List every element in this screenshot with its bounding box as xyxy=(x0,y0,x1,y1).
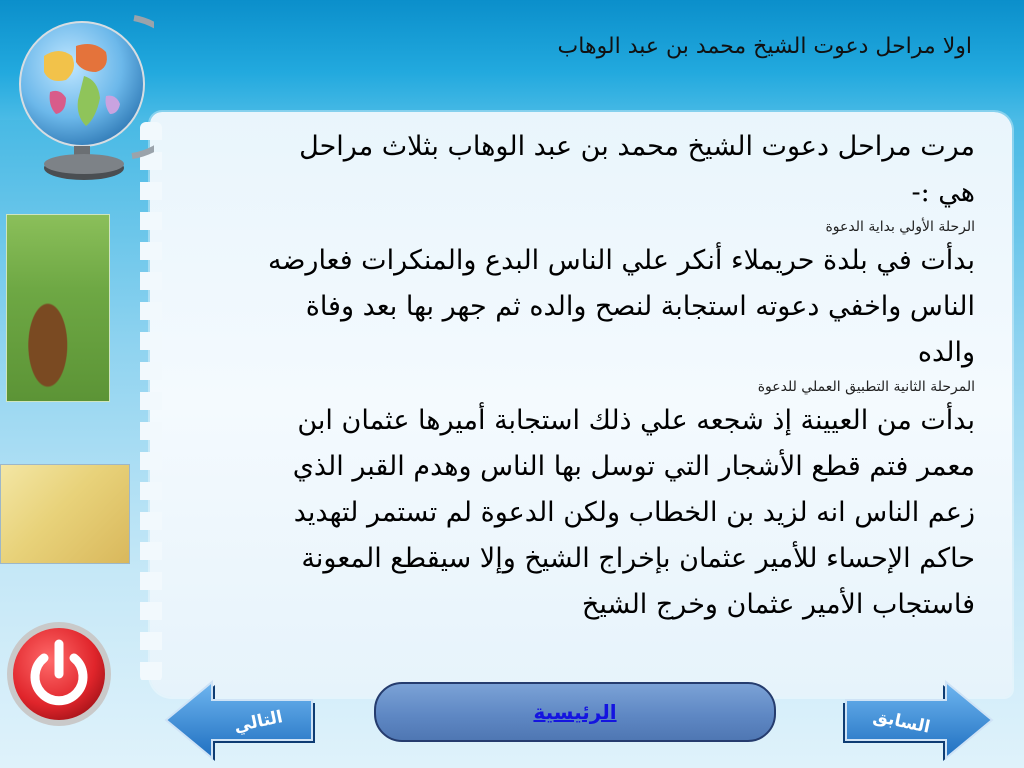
arrow-right-icon xyxy=(836,676,998,764)
hand-water-photo xyxy=(6,214,110,402)
previous-button[interactable] xyxy=(836,676,998,764)
stage2-line: زعم الناس انه لزيد بن الخطاب ولكن الدعوة لم تستمر لتهديد xyxy=(293,497,975,528)
previous-label: السابق xyxy=(871,706,932,738)
arabia-map-photo xyxy=(0,464,130,564)
arrow-left-icon xyxy=(162,676,322,764)
next-button[interactable] xyxy=(162,676,322,764)
intro-line: هي :- xyxy=(911,177,975,208)
slide-body xyxy=(160,124,975,628)
home-button[interactable] xyxy=(374,682,776,742)
stage1-heading: الرحلة الأولي بداية الدعوة xyxy=(825,219,975,235)
intro-line: مرت مراحل دعوت الشيخ محمد بن عبد الوهاب بثلاث مراحل xyxy=(299,131,975,162)
stage1-line: والده xyxy=(917,337,975,368)
stage2-line: معمر فتم قطع الأشجار التي توسل بها الناس وهدم القبر الذي xyxy=(292,451,975,482)
stage1-line: بدأت في بلدة حريملاء أنكر علي الناس البدع والمنكرات فعارضه xyxy=(268,245,975,276)
stage1-line: الناس واخفي دعوته استجابة لنصح والده ثم جهر بها بعد وفاة xyxy=(305,291,975,322)
globe-icon xyxy=(14,6,154,184)
power-button[interactable] xyxy=(6,616,112,732)
slide-title: اولا مراحل دعوت الشيخ محمد بن عبد الوهاب xyxy=(557,34,972,59)
stage2-line: حاكم الإحساء للأمير عثمان بإخراج الشيخ وإلا سيقطع المعونة xyxy=(301,543,975,574)
power-icon xyxy=(6,616,112,732)
home-link[interactable]: الرئيسية xyxy=(533,700,617,724)
stage2-line: بدأت من العيينة إذ شجعه علي ذلك استجابة أميرها عثمان ابن xyxy=(297,405,975,436)
next-label: التالي xyxy=(232,707,285,737)
stage2-line: فاستجاب الأمير عثمان وخرج الشيخ xyxy=(581,589,975,620)
stage2-heading: المرحلة الثانية التطبيق العملي للدعوة xyxy=(757,379,975,395)
